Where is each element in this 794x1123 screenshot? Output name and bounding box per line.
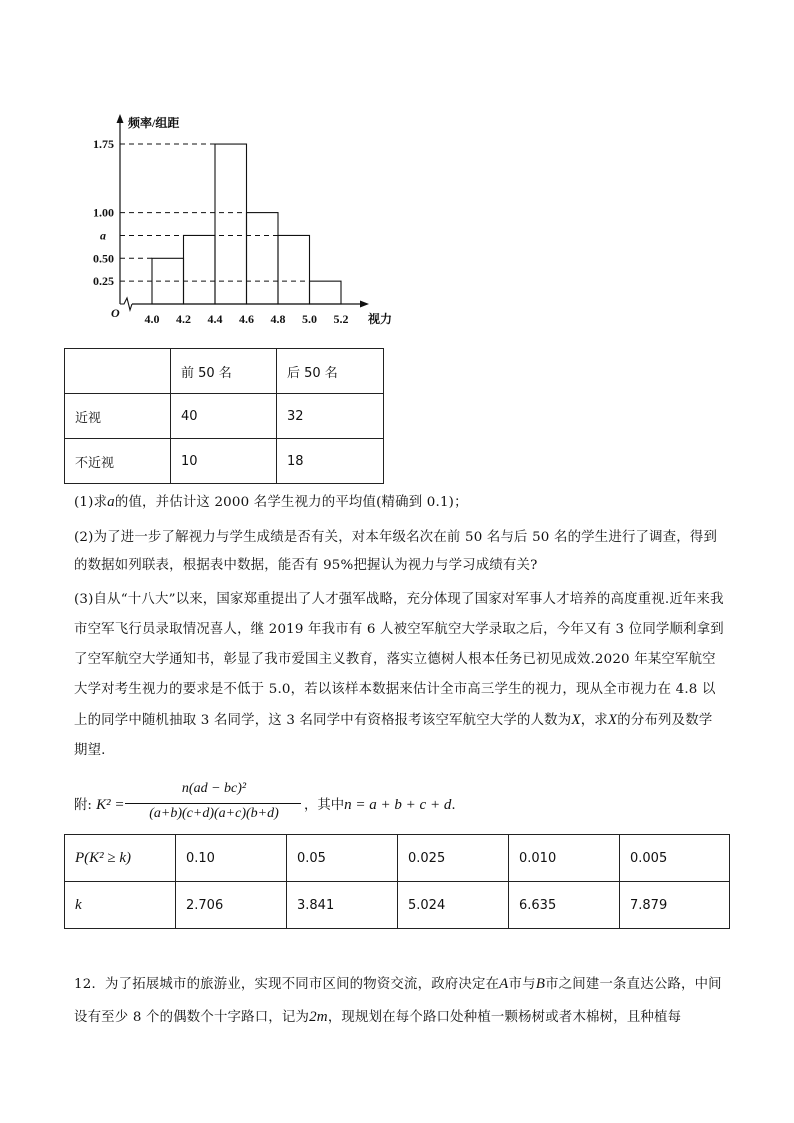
histogram-bars (152, 144, 341, 304)
table-cell: 近视 (65, 394, 171, 439)
x-tick-label: 4.2 (176, 312, 191, 326)
q12-text-a: 12．为了拓展城市的旅游业，实现不同市区间的物资交流，政府决定在 (74, 977, 500, 992)
table-cell: 0.005 (620, 835, 730, 882)
table-row (65, 394, 384, 439)
table-cell: 0.010 (509, 835, 620, 882)
table-cell: 0.05 (287, 835, 398, 882)
table-cell: P(K² ≥ k) (75, 849, 132, 866)
table-row (65, 835, 730, 882)
table-cell: 0.025 (398, 835, 509, 882)
formula-suffix (304, 794, 456, 814)
formula-suffix-a: ，其中 (304, 798, 345, 813)
critical-value-table (64, 834, 730, 929)
var-a: a (107, 494, 115, 510)
fraction-bar (125, 803, 301, 804)
table-cell (65, 349, 171, 394)
q3-text-c: 的分布列及数学期望. (74, 713, 713, 758)
q3-text-b: ，求 (580, 713, 608, 728)
q12-text-g: ，现规划在每个路口处种植一颗杨树或者木棉树，且种植每 (327, 1010, 682, 1025)
table-cell: 后 50 名 (277, 349, 384, 394)
table-cell: 5.024 (398, 882, 509, 929)
table-cell: 2.706 (176, 882, 287, 929)
y-tick-label: 1.00 (93, 205, 114, 220)
y-tick-labels (93, 137, 114, 288)
table-cell: 10 (171, 439, 277, 484)
x-tick-label: 4.6 (239, 312, 254, 326)
y-axis-label: 频率/组距 (128, 116, 180, 130)
table-cell: 前 50 名 (171, 349, 277, 394)
question-2: (2)为了进一步了解视力与学生成绩是否有关，对本年级名次在前 50 名与后 50 名的学生进行了调查，得到的数据如列联表，根据表中数据，能否有 95%把握认为视力与学习成绩有关? (74, 530, 718, 573)
y-axis-arrow (117, 114, 124, 123)
x-tick-label: 5.2 (333, 312, 349, 326)
q1-text-b: 的值，并估计这 2000 名学生视力的平均值(精确到 0.1)； (114, 495, 468, 510)
table-row (65, 439, 384, 484)
formula-suffix-c: . (451, 798, 456, 813)
histogram-bar (215, 144, 247, 304)
var-x: X (607, 712, 618, 728)
question-1 (74, 492, 724, 513)
y-tick-label: a (100, 228, 106, 243)
x-tick-label: 4.0 (144, 312, 160, 326)
table-cell: 32 (277, 394, 384, 439)
formula-denominator: (a+b)(c+d)(a+c)(b+d) (149, 806, 279, 821)
x-tick-label: 4.4 (207, 312, 223, 326)
y-tick-label: 1.75 (93, 137, 114, 152)
histogram-bar (310, 281, 342, 304)
question-12 (74, 968, 724, 1034)
table-cell: 40 (171, 394, 277, 439)
q3-text-a: (3)自从“十八大”以来，国家郑重提出了人才强军战略，充分体现了国家对军事人才培养的高度重视.近年来我市空军飞行员录取情况喜人，继 2019 年我市有 6 人被空军航空大学录取之后，今年又有 3 位同学顺利拿到了空军航空大学通知书，彰显了我市爱国主义教育，落实立德树人根本任务已初见成效.2020 年某空军航空大学对考生视力的要求是不低于 5.0，若以该样本数据来估计全市高三学生的视力，现从全市视力在 4.8 以上的同学中随机抽取 3 名同学，这 3 名同学中有资格报考该空军航空大学的人数为 (74, 592, 724, 728)
table-row (65, 882, 730, 929)
x-tick-labels (145, 312, 349, 326)
table-row (65, 349, 384, 394)
formula-lhs: K² = (96, 797, 125, 813)
axis-break (120, 298, 132, 310)
var-B: B (535, 976, 546, 992)
formula-prefix (74, 794, 125, 814)
contingency-table (64, 348, 384, 484)
x-tick-label: 5.0 (302, 312, 317, 326)
var-A: A (499, 976, 509, 992)
table-cell: 6.635 (509, 882, 620, 929)
x-axis-label: 视力 (368, 312, 393, 326)
histogram-bar (278, 235, 310, 304)
table-cell: k (75, 896, 82, 913)
formula-numerator: n(ad − bc)² (181, 781, 247, 796)
question-3 (74, 585, 724, 766)
histogram-chart (80, 108, 410, 338)
x-tick-label: 4.8 (270, 312, 286, 326)
histogram-bar (184, 235, 216, 304)
formula-suffix-b: n = a + b + c + d (344, 797, 452, 813)
y-tick-label: 0.50 (93, 251, 114, 266)
table-cell: 3.841 (287, 882, 398, 929)
table-cell: 18 (277, 439, 384, 484)
q12-text-c: 市与 (508, 977, 536, 992)
q1-text-a: (1)求 (74, 495, 108, 510)
x-axis-arrow (360, 301, 369, 308)
origin-label: O (111, 306, 120, 320)
var-2m: 2m (309, 1009, 328, 1025)
histogram-bar (247, 213, 279, 304)
table-cell: 0.10 (176, 835, 287, 882)
var-x: X (571, 712, 581, 728)
table-cell: 不近视 (65, 439, 171, 484)
q12-text-e: 市之间建一条直达公路，中间设有至少 8 个的偶数个十字路口，记为 (74, 977, 722, 1025)
y-tick-label: 0.25 (93, 274, 114, 289)
formula-prefix-text: 附: (74, 798, 92, 813)
table-cell: 7.879 (620, 882, 730, 929)
